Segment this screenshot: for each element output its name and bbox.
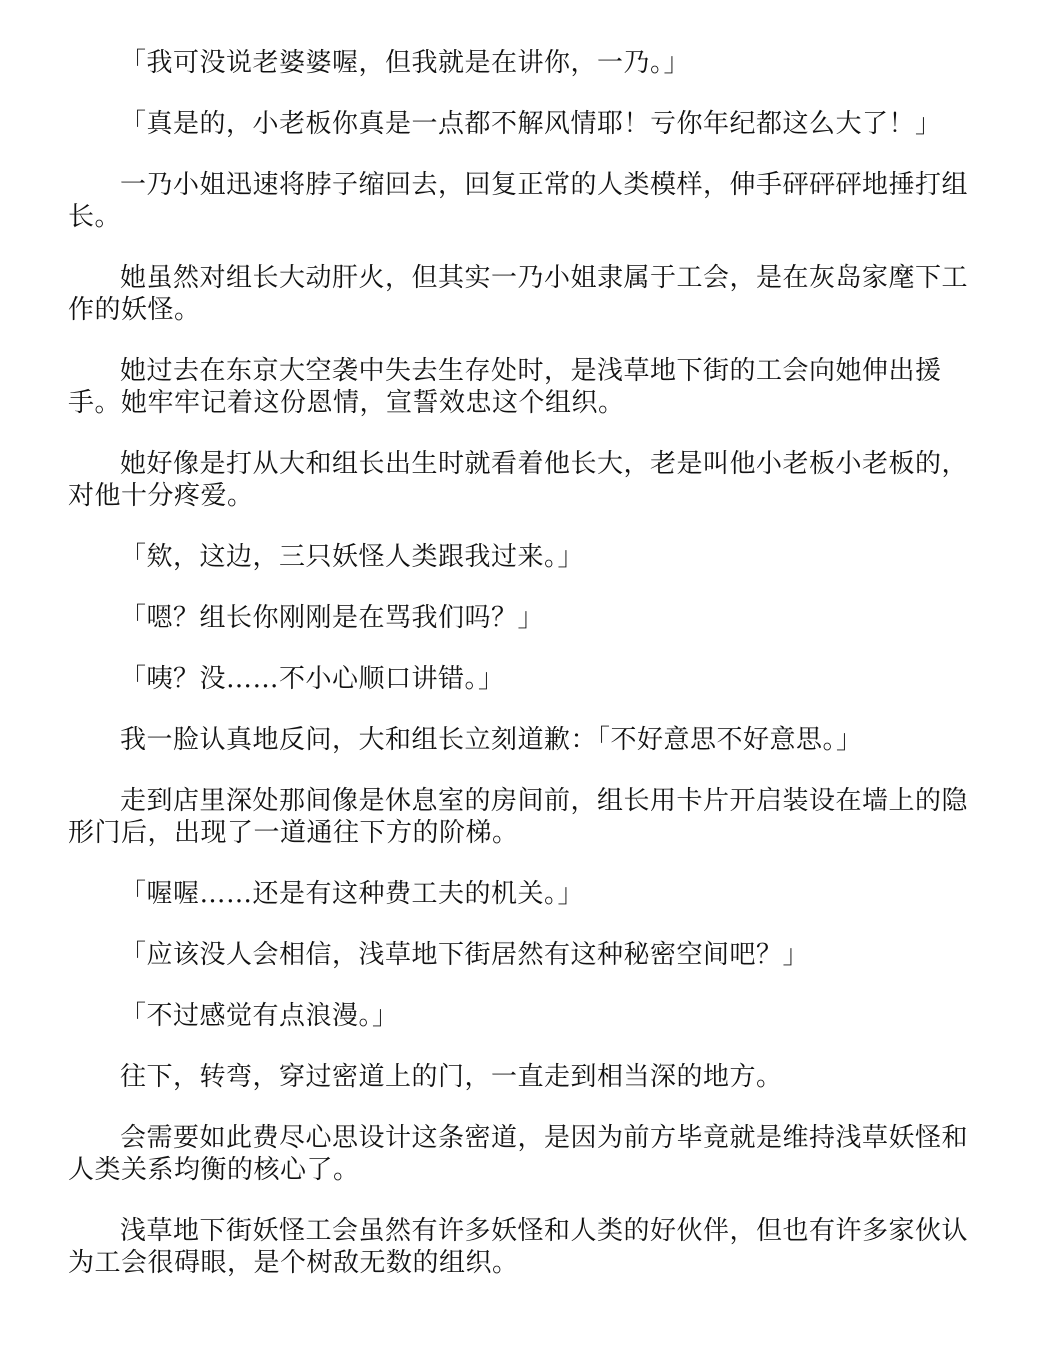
paragraph: 走到店里深处那间像是休息室的房间前，组长用卡片开启装设在墙上的隐形门后，出现了一道通往下方的阶梯。 [68, 786, 969, 848]
paragraph: 「应该没人会相信，浅草地下街居然有这种秘密空间吧？」 [120, 940, 810, 970]
paragraph: 一乃小姐迅速将脖子缩回去，回复正常的人类模样，伸手砰砰砰地捶打组长。 [68, 170, 969, 232]
paragraph: 她虽然对组长大动肝火，但其实一乃小姐隶属于工会，是在灰岛家麾下工作的妖怪。 [68, 263, 969, 325]
paragraph: 浅草地下街妖怪工会虽然有许多妖怪和人类的好伙伴，但也有许多家伙认为工会很碍眼，是个树敌无数的组织。 [68, 1216, 969, 1278]
paragraph: 「真是的，小老板你真是一点都不解风情耶！亏你年纪都这么大了！」 [120, 109, 942, 139]
paragraph: 「我可没说老婆婆喔，但我就是在讲你，一乃。」 [120, 48, 691, 78]
paragraph: 「不过感觉有点浪漫。」 [120, 1001, 399, 1031]
paragraph: 「嗯？组长你刚刚是在骂我们吗？」 [120, 603, 545, 633]
paragraph: 她好像是打从大和组长出生时就看着他长大，老是叫他小老板小老板的，对他十分疼爱。 [68, 449, 969, 511]
paragraph: 会需要如此费尽心思设计这条密道，是因为前方毕竟就是维持浅草妖怪和人类关系均衡的核心了。 [68, 1123, 969, 1185]
paragraph: 「欸，这边，三只妖怪人类跟我过来。」 [120, 542, 585, 572]
paragraph: 「喔喔……还是有这种费工夫的机关。」 [120, 879, 585, 909]
paragraph: 她过去在东京大空袭中失去生存处时，是浅草地下街的工会向她伸出援手。她牢牢记着这份恩情，宣誓效忠这个组织。 [68, 356, 942, 418]
paragraph: 「咦？没……不小心顺口讲错。」 [120, 664, 505, 694]
paragraph: 我一脸认真地反问，大和组长立刻道歉：「不好意思不好意思。」 [120, 725, 863, 755]
paragraph: 往下，转弯，穿过密道上的门，一直走到相当深的地方。 [120, 1062, 783, 1092]
